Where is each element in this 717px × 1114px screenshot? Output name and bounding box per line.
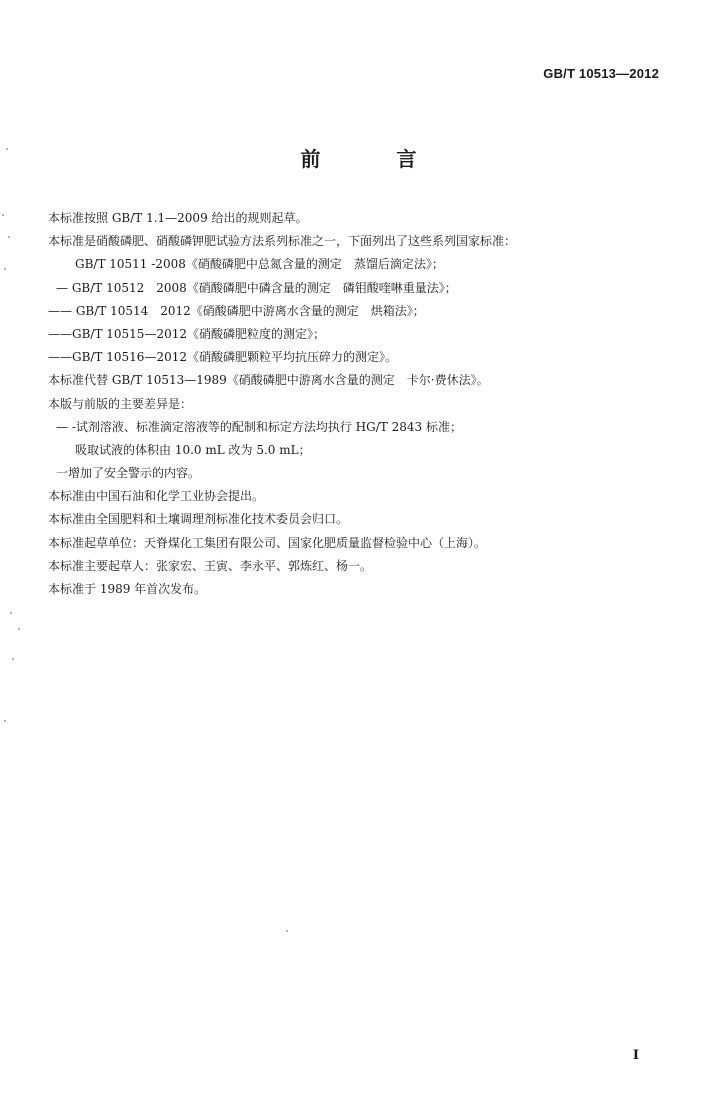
body-line: 本标准起草单位：天脊煤化工集团有限公司、国家化肥质量监督检验中心（上海）。	[48, 535, 487, 550]
scan-speck	[286, 930, 288, 932]
foreword-body	[48, 207, 668, 601]
scan-speck	[8, 236, 10, 238]
scan-speck	[18, 628, 20, 630]
list-item: 一增加了安全警示的内容。	[56, 466, 201, 481]
standard-code: GB/T 10513—2012	[543, 66, 659, 81]
list-item: ——GB/T 10515—2012《硝酸磷肥粒度的测定》；	[48, 326, 325, 341]
list-item: GB/T 10511 -2008《硝酸磷肥中总氮含量的测定 蒸馏后滴定法》；	[75, 257, 444, 272]
list-item: 吸取试液的体积由 10.0 mL 改为 5.0 mL；	[75, 442, 311, 457]
scan-speck	[6, 148, 8, 150]
body-line: 本标准由全国肥料和土壤调理剂标准化技术委员会归口。	[48, 512, 349, 527]
scan-speck	[12, 658, 14, 660]
scan-speck	[10, 612, 12, 614]
body-line: 本标准主要起草人：张家宏、王寅、李永平、郭炼红、杨一。	[48, 558, 373, 573]
scan-speck	[2, 214, 4, 216]
list-item: — -试剂溶液、标准滴定溶液等的配制和标定方法均执行 HG/T 2843 标准；	[56, 419, 462, 434]
body-line: 本标准是硝酸磷肥、硝酸磷钾肥试验方法系列标准之一，下面列出了这些系列国家标准：	[48, 234, 517, 249]
list-item: —— GB/T 10514 2012《硝酸磷肥中游离水含量的测定 烘箱法》；	[48, 303, 425, 318]
body-line: 本标准按照 GB/T 1.1—2009 给出的规则起草。	[48, 211, 308, 225]
page-title: 前 言	[300, 147, 445, 171]
body-line: 本标准由中国石油和化学工业协会提出。	[48, 489, 265, 504]
list-item: ——GB/T 10516—2012《硝酸磷肥颗粒平均抗压碎力的测定》。	[48, 350, 397, 365]
body-line: 本版与前版的主要差异是：	[48, 396, 193, 411]
page-number: I	[632, 1048, 639, 1063]
list-item: — GB/T 10512 2008《硝酸磷肥中磷含量的测定 磷钼酸喹啉重量法》；	[56, 280, 457, 295]
scan-speck	[4, 720, 6, 722]
scan-speck	[4, 268, 6, 270]
body-line: 本标准代替 GB/T 10513—1989《硝酸磷肥中游离水含量的测定 卡尔·费休法》。	[48, 373, 489, 388]
body-line: 本标准于 1989 年首次发布。	[48, 582, 207, 596]
